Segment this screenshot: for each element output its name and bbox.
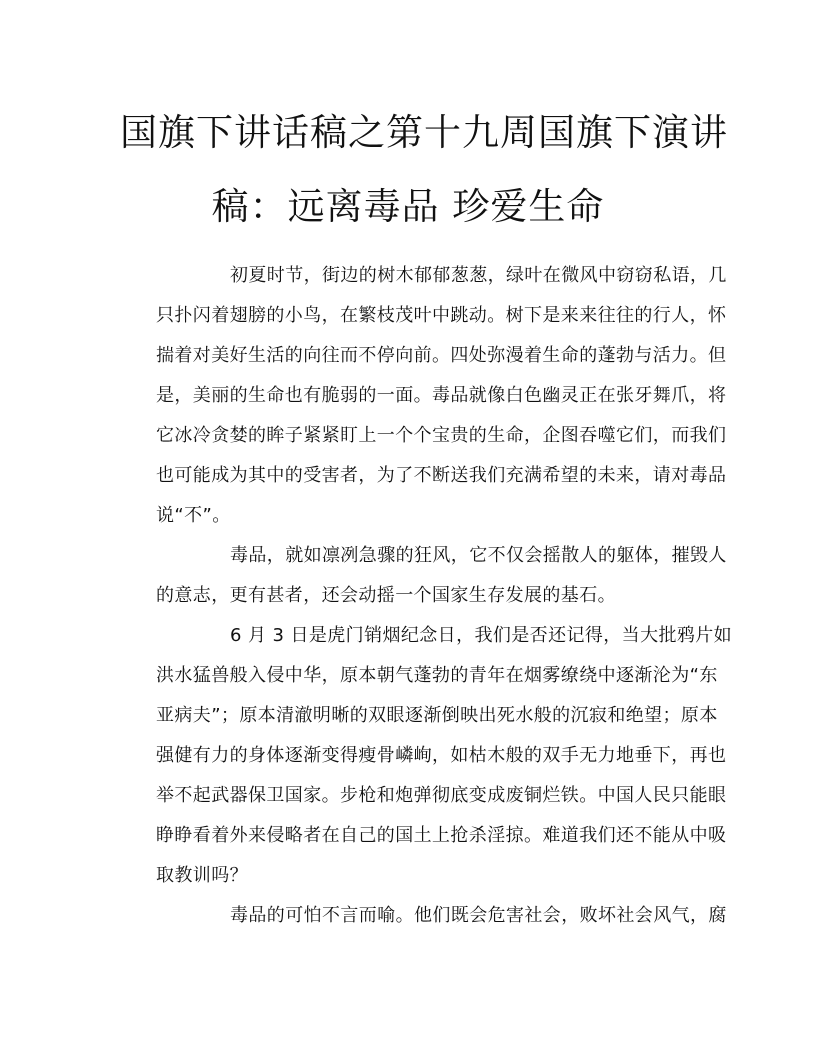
title-line-2: 稿：远离毒品 珍爱生命 [211,185,605,228]
paragraph-3 [120,616,733,896]
paragraph-2 [120,536,727,616]
text-line: 说“不”。 [156,505,231,526]
text-line: 毒品，就如凛冽急骤的狂风，它不仅会摇散人的躯体，摧毁人 [230,545,727,566]
text-line: 睁睁看着外来侵略者在自己的国土上抢杀淫掠。难道我们还不能从中吸 [156,825,727,846]
text-line: 毒品的可怕不言而喻。他们既会危害社会，败坏社会风气，腐 [230,905,727,926]
text-line: 是，美丽的生命也有脆弱的一面。毒品就像白色幽灵正在张牙舞爪，将 [156,385,727,406]
text-line: 只扑闪着翅膀的小鸟，在繁枝茂叶中跳动。树下是来来往往的行人，怀 [156,305,727,326]
text-line: 揣着对美好生活的向往而不停向前。四处弥漫着生命的蓬勃与活力。但 [156,345,727,366]
text-line: 举不起武器保卫国家。步枪和炮弹彻底变成废铜烂铁。中国人民只能眼 [156,785,727,806]
document-title [120,96,728,244]
text-line: 也可能成为其中的受害者，为了不断送我们充满希望的未来，请对毒品 [156,465,727,486]
text-line: 的意志，更有甚者，还会动摇一个国家生存发展的基石。 [156,585,616,606]
text-line: 强健有力的身体逐渐变得瘦骨嶙峋，如枯木般的双手无力地垂下，再也 [156,745,727,766]
text-line: 初夏时节，街边的树木郁郁葱葱，绿叶在微风中窃窃私语，几 [230,265,727,286]
text-line: 洪水猛兽般入侵中华，原本朝气蓬勃的青年在烟雾缭绕中逐渐沦为“东 [156,665,718,686]
text-line: 6 月 3 日是虎门销烟纪念日，我们是否还记得，当大批鸦片如 [230,625,733,646]
text-line: 它冰冷贪婪的眸子紧紧盯上一个个宝贵的生命，企图吞噬它们，而我们 [156,425,727,446]
title-line-1: 国旗下讲话稿之第十九周国旗下演讲 [120,111,728,154]
text-line: 亚病夫”；原本清澈明晰的双眼逐渐倒映出死水般的沉寂和绝望；原本 [156,705,718,726]
text-line: 取教训吗？ [156,865,248,886]
paragraph-4 [120,896,727,936]
paragraph-1 [120,256,727,536]
document-body [120,256,733,936]
